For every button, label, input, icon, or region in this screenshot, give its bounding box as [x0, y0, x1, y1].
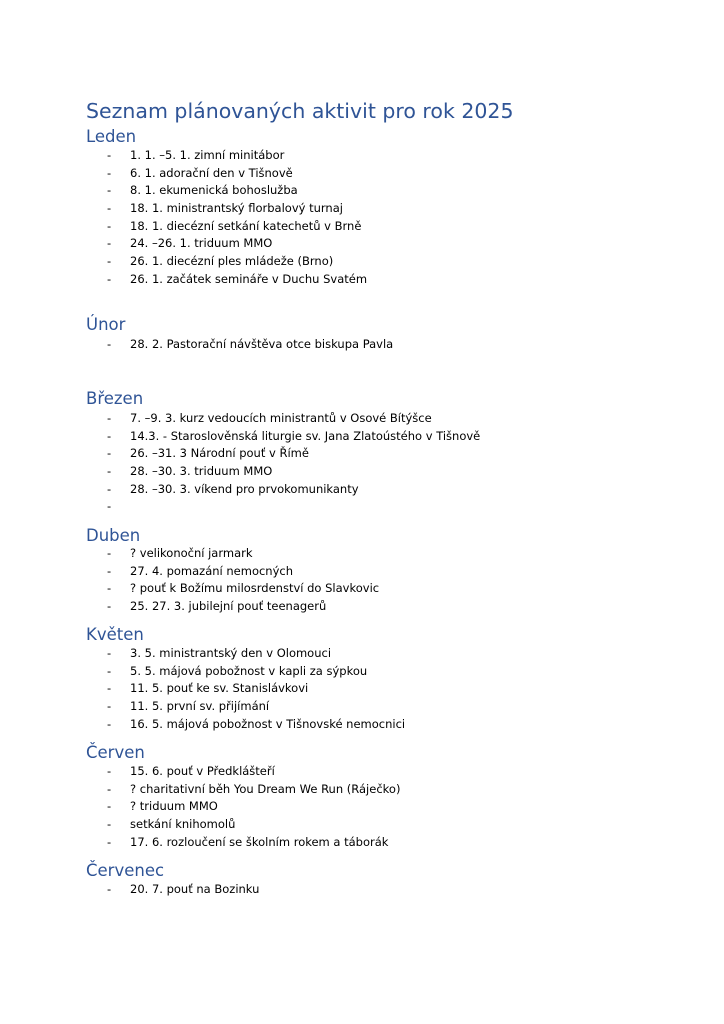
- list-item: - 14.3. - Staroslověnská liturgie sv. Jana Zlatoústého v Tišnově: [107, 428, 481, 443]
- month-list-leden: [0, 147, 724, 289]
- list-item: - 26. 1. začátek semináře v Duchu Svatém: [107, 271, 368, 286]
- list-item: - 25. 27. 3. jubilejní pouť teenagerů: [107, 599, 327, 614]
- list-item: - 7. –9. 3. kurz vedoucích ministrantů v Osové Bítýšce: [107, 411, 432, 425]
- list-item: - 15. 6. pouť v Předklášteří: [107, 764, 275, 778]
- list-item: - 20. 7. pouť na Bozinku: [107, 882, 260, 896]
- month-list-cervenec: [0, 881, 724, 899]
- list-item: - 8. 1. ekumenická bohoslužba: [107, 183, 298, 198]
- list-item: - 18. 1. ministrantský florbalový turnaj: [107, 201, 343, 216]
- list-item: - 16. 5. májová pobožnost v Tišnovské nemocnici: [107, 716, 406, 731]
- month-heading-brezen: Březen: [86, 389, 144, 408]
- month-heading-cerven: Červen: [86, 743, 145, 762]
- month-list-duben: [0, 545, 724, 616]
- month-list-unor: [0, 336, 724, 354]
- list-item: - 11. 5. pouť ke sv. Stanislávkovi: [107, 681, 309, 696]
- list-item: - 11. 5. první sv. přijímání: [107, 699, 270, 714]
- list-item: - 5. 5. májová pobožnost v kapli za sýpkou: [107, 663, 368, 678]
- list-item: - 28. –30. 3. triduum MMO: [107, 464, 273, 479]
- list-item: - 26. –31. 3 Národní pouť v Římě: [107, 446, 309, 461]
- month-list-kveten: [0, 645, 724, 733]
- list-item: - 27. 4. pomazání nemocných: [107, 563, 294, 578]
- list-item: - ? charitativní běh You Dream We Run (Ráječko): [107, 781, 401, 796]
- list-item: - 1. 1. –5. 1. zimní minitábor: [107, 148, 285, 162]
- month-heading-unor: Únor: [86, 315, 126, 334]
- month-heading-kveten: Květen: [86, 625, 144, 644]
- list-item: - 28. –30. 3. víkend pro prvokomunikanty: [107, 481, 359, 496]
- list-item: -: [107, 499, 112, 514]
- month-heading-cervenec: Červenec: [86, 861, 165, 880]
- document-title: Seznam plánovaných aktivit pro rok 2025: [86, 99, 514, 123]
- list-item: - setkání knihomolů: [107, 817, 236, 832]
- month-heading-duben: Duben: [86, 526, 141, 545]
- list-item: - 26. 1. diecézní ples mládeže (Brno): [107, 254, 334, 269]
- month-heading-leden: Leden: [86, 127, 137, 146]
- month-list-cerven: [0, 763, 724, 851]
- list-item: - 18. 1. diecézní setkání katechetů v Brně: [107, 218, 362, 233]
- list-item: - ? pouť k Božímu milosrdenství do Slavkovic: [107, 581, 380, 596]
- month-list-brezen: [0, 410, 724, 516]
- list-item: - 6. 1. adorační den v Tišnově: [107, 165, 293, 180]
- list-item: - ? triduum MMO: [107, 799, 218, 814]
- list-item: - 24. –26. 1. triduum MMO: [107, 236, 273, 251]
- list-item: - ? velikonoční jarmark: [107, 546, 253, 560]
- list-item: - 3. 5. ministrantský den v Olomouci: [107, 646, 332, 660]
- list-item: - 28. 2. Pastorační návštěva otce biskupa Pavla: [107, 337, 394, 351]
- list-item: - 17. 6. rozloučení se školním rokem a táborák: [107, 834, 389, 849]
